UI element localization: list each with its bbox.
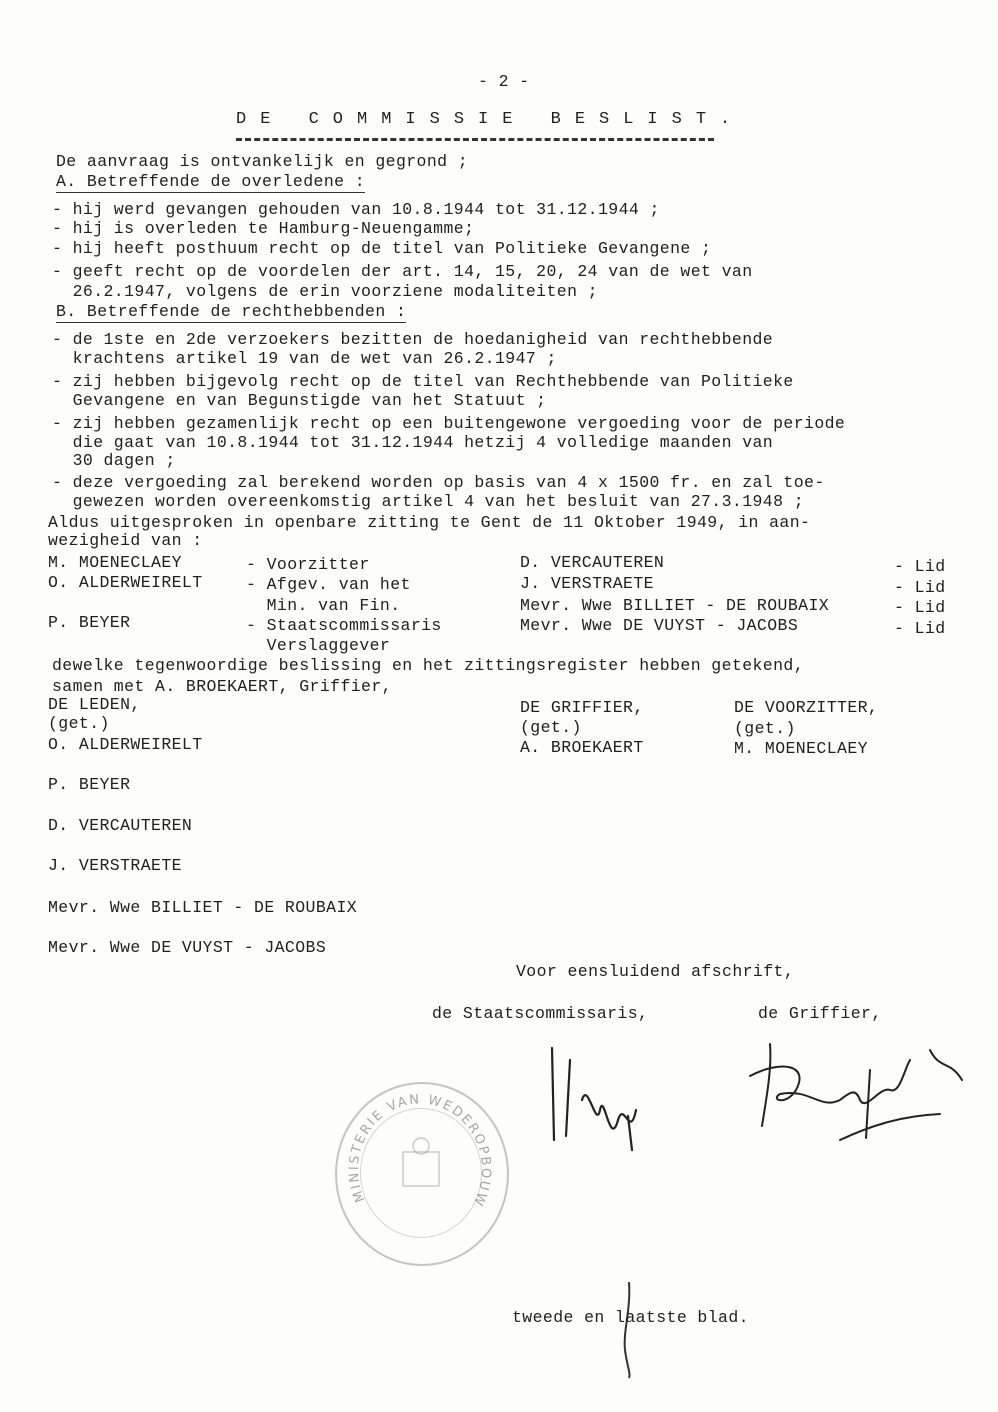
leden-label: DE LEDEN, <box>48 695 141 714</box>
section-a-item: - hij heeft posthuum recht op de titel van Politieke Gevangene ; <box>52 239 712 258</box>
section-b-item: - de 1ste en 2de verzoekers bezitten de hoedanigheid van rechthebbende <box>52 330 774 349</box>
griffier-name: A. BROEKAERT <box>520 738 644 757</box>
member-name: O. ALDERWEIRELT <box>48 573 203 592</box>
member-role: - Lid <box>894 578 946 597</box>
staatscommissaris-signature <box>540 1040 660 1160</box>
section-a-item: 26.2.1947, volgens de erin voorziene modaliteiten ; <box>52 282 598 301</box>
griffier-got: (get.) <box>520 718 582 737</box>
leden-got: (get.) <box>48 714 110 733</box>
griffier-label: DE GRIFFIER, <box>520 698 644 717</box>
section-b-item: krachtens artikel 19 van de wet van 26.2.1947 ; <box>52 349 557 368</box>
member-role: - Staatscommissaris <box>246 616 442 635</box>
member-role: Verslaggever <box>246 636 391 655</box>
copy-statement: Voor eensluidend afschrift, <box>516 962 795 981</box>
heading-underline <box>236 138 714 141</box>
staatscommissaris-label: de Staatscommissaris, <box>432 1004 649 1023</box>
member-name: J. VERSTRAETE <box>520 574 654 593</box>
leden-name: O. ALDERWEIRELT <box>48 735 203 754</box>
section-b-item: gewezen worden overeenkomstig artikel 4 van het besluit van 27.3.1948 ; <box>52 492 805 511</box>
member-name: D. VERCAUTEREN <box>520 553 665 572</box>
pronounced-line: Aldus uitgesproken in openbare zitting te Gent de 11 Oktober 1949, in aan- <box>48 513 811 532</box>
leden-name: P. BEYER <box>48 775 131 794</box>
section-b-item: - deze vergoeding zal berekend worden op basis van 4 x 1500 fr. en zal toe- <box>52 473 825 492</box>
member-role: - Lid <box>894 598 946 617</box>
section-b-title: B. Betreffende de rechthebbenden : <box>56 302 407 321</box>
member-name: M. MOENECLAEY <box>48 553 182 572</box>
griffier-signature-label: de Griffier, <box>758 1004 882 1023</box>
svg-text:MINISTERIE VAN WEDEROPBOUW: MINISTERIE VAN WEDEROPBOUW <box>346 1092 494 1210</box>
section-b-item: - zij hebben gezamenlijk recht op een buitengewone vergoeding voor de periode <box>52 414 846 433</box>
section-b-item: die gaat van 10.8.1944 tot 31.12.1944 hetzij 4 volledige maanden van <box>52 433 774 452</box>
leden-name: Mevr. Wwe BILLIET - DE ROUBAIX <box>48 898 358 917</box>
member-name: Mevr. Wwe BILLIET - DE ROUBAIX <box>520 596 830 615</box>
section-b-item: - zij hebben bijgevolg recht op de titel van Rechthebbende van Politieke <box>52 372 794 391</box>
leden-name: Mevr. Wwe DE VUYST - JACOBS <box>48 938 327 957</box>
section-a-title: A. Betreffende de overledene : <box>56 172 366 191</box>
page-number: - 2 - <box>478 72 530 91</box>
member-name: Mevr. Wwe DE VUYST - JACOBS <box>520 616 799 635</box>
seal-emblem-icon <box>345 1090 495 1250</box>
voorzitter-name: M. MOENECLAEY <box>734 739 868 758</box>
member-role: - Afgev. van het <box>246 575 411 594</box>
section-b-item: Gevangene en van Begunstigde van het Statuut ; <box>52 391 547 410</box>
section-a-item: - hij werd gevangen gehouden van 10.8.1944 tot 31.12.1944 ; <box>52 200 660 219</box>
griffier-signature <box>740 1030 970 1160</box>
member-role: - Voorzitter <box>246 555 370 574</box>
member-name: P. BEYER <box>48 613 131 632</box>
heading: DE COMMISSIE BESLIST. <box>236 110 745 129</box>
footer-note: tweede en laatste blad. <box>512 1308 749 1327</box>
pen-stroke-mark <box>617 1280 637 1380</box>
section-a-item: - geeft recht op de voordelen der art. 14, 15, 20, 24 van de wet van <box>52 262 753 281</box>
intro-line: De aanvraag is ontvankelijk en gegrond ; <box>56 152 469 171</box>
member-role: Min. van Fin. <box>246 596 401 615</box>
leden-name: D. VERCAUTEREN <box>48 816 193 835</box>
section-b-item: 30 dagen ; <box>52 451 176 470</box>
signed-line: dewelke tegenwoordige beslissing en het zittingsregister hebben getekend, <box>52 656 805 675</box>
member-role: - Lid <box>894 557 946 576</box>
leden-name: J. VERSTRAETE <box>48 856 182 875</box>
pronounced-line: wezigheid van : <box>48 531 203 550</box>
section-a-item: - hij is overleden te Hamburg-Neuengamme; <box>52 219 475 238</box>
member-role: - Lid <box>894 619 946 638</box>
voorzitter-got: (get.) <box>734 719 796 738</box>
voorzitter-label: DE VOORZITTER, <box>734 698 879 717</box>
signed-line: samen met A. BROEKAERT, Griffier, <box>52 677 392 696</box>
